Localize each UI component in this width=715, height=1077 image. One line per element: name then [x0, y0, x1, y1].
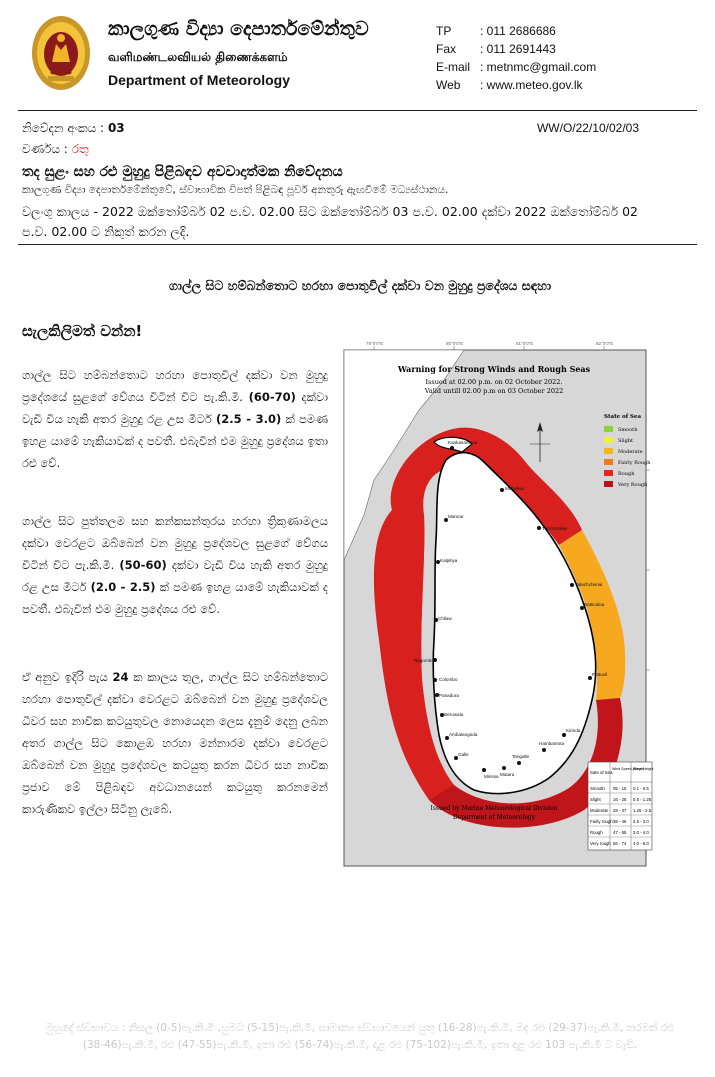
notice-number	[22, 121, 125, 136]
legend-label: Fairly Rough	[618, 460, 651, 466]
contact-key: Web	[436, 78, 461, 92]
lon-label: 81°0'0"E	[516, 341, 534, 346]
header-divider	[18, 110, 697, 111]
notice-validity: වලංගු කාලය - 2022 ඔක්තෝම්බර් 02 ප.ව. 02.00 සිට ඔක්තෝම්බර් 03 ප.ව. 02.00 දක්වා 2022 ඔක්තෝම්බර් 02 ප.ව. 02.00 ට නිකුත් කරන ලදි.	[22, 204, 638, 239]
table-cell: Moderate	[590, 808, 609, 813]
place-label: Colombo	[439, 677, 458, 682]
place-label: Negombo	[414, 658, 434, 663]
table-header: Wave Height	[633, 767, 654, 771]
p3-hours: 24	[112, 670, 129, 684]
legend-label: Slight	[618, 438, 634, 444]
table-header: Sate of Sea	[590, 770, 613, 775]
place-label: Pottuvil	[592, 672, 608, 677]
place-label: Ambalangoda	[449, 732, 478, 737]
table-cell: Very rough	[590, 841, 611, 846]
contact-row-web	[436, 76, 596, 94]
place-label: Batticaloa	[584, 602, 605, 607]
place-label: Chilaw	[438, 616, 452, 621]
sea-state-footnote: මුහුදේ ස්වභාවය : නිසල (0-5)පැ.කි.මී ,සුමට (5-15)පැ.කි.මී, සාමාන්‍ය ස්වභාවයෙන් යුතු (16-28)පැ.කි.මී, මද රළු (29-37)පැ.කි.මී, තරමක් රළු (38-46)පැ.කි.මී, රළු (47-55)පැ.කි.මී, ඉතා රළු (56-74)පැ.කි.මී, දළ රළු (75-102)පැ.කි.මී, ඉතා දළ රළු 103 පැ.කි.මී ට වැඩි.	[45, 1022, 675, 1051]
lon-label: 82°0'0"E	[596, 341, 614, 346]
table-cell: 2.5 - 3.0	[633, 819, 649, 824]
contact-key: E-mail	[436, 60, 471, 74]
place-label: Galle	[458, 752, 469, 757]
place-label: Kankasanturai	[448, 440, 478, 445]
place-label: Mannar	[448, 514, 464, 519]
p1-wave-height: (2.5 - 3.0)	[216, 412, 282, 426]
place-label: Kirinda	[566, 728, 581, 733]
place-label: Mullaitivu	[505, 486, 525, 491]
notice-reference: WW/O/22/10/02/03	[536, 121, 639, 135]
legend-swatch	[604, 459, 613, 465]
department-name-tamil: வளிமண்டலவியல் திணைக்களம்	[108, 50, 288, 64]
alert-heading: සැලකිලිමත් වන්න!	[22, 322, 143, 340]
legend-title: State of Sea	[604, 414, 642, 420]
contact-value[interactable]: : 011 2686686	[480, 24, 556, 38]
place-label: Valachchenai	[575, 582, 603, 587]
contact-value[interactable]: : www.meteo.gov.lk	[480, 78, 583, 92]
body-divider	[18, 244, 697, 245]
table-cell: 47 - 55	[613, 830, 627, 835]
p2-wave-height: (2.0 - 2.5)	[90, 580, 156, 594]
place-label: Hambantota	[539, 741, 565, 746]
notice-subtitle: කාලගුණ විද්‍යා දෙපාර්තමේන්තුවේ, ස්වාභාවික විපත් පිළිබඳ පූර්ව අනතුරු ඇඟවීමේ මධ්‍යස්ථානය.	[22, 184, 449, 196]
notice-number-label: නිවේදන අංකය :	[22, 121, 105, 135]
table-cell: Smooth	[590, 786, 605, 791]
contact-key: Fax	[436, 42, 457, 56]
contact-key: TP	[436, 24, 452, 38]
paragraph-2	[22, 510, 328, 620]
table-cell: Rough	[590, 830, 603, 835]
legend-label: Very Rough	[618, 482, 648, 488]
place-label: Panadura	[439, 693, 459, 698]
p1-wind-speed: (60-70)	[248, 390, 296, 404]
table-cell: Fairly rough	[590, 819, 613, 824]
department-name-english: Department of Meteorology	[108, 72, 291, 88]
contact-row-fax	[436, 40, 596, 58]
p2-text-a: ගාල්ල සිට පුත්තලම සහ කන්කසන්තුරය හරහා ත්‍රිකුණාමලය දක්වා වෙරළට ඔබ්බෙන් වන මුහුදු ප්‍රදේශවල සුළගේ වේගය විටින් විට පැ.කි.මී.	[22, 514, 328, 572]
legend-label: Rough	[618, 471, 635, 477]
table-header: Wind Speed (Kmph)	[612, 767, 645, 771]
table-cell: 16 - 28	[613, 797, 627, 802]
notice-title: තද සුළං සහ රළු මුහුදු පිළිබඳව අවවාදාත්මක නිවේදනය	[22, 164, 343, 180]
p2-wind-speed: (50-60)	[119, 558, 167, 572]
map-issued-by-dept: Deparment of Meteorology	[452, 814, 536, 821]
table-cell: 4.0 - 6.0	[633, 841, 649, 846]
contact-row-email	[436, 58, 596, 76]
government-emblem-icon	[30, 14, 92, 92]
place-label: Beruwala	[444, 712, 464, 717]
table-cell: 05 - 15	[613, 786, 627, 791]
legend-swatch	[604, 437, 613, 443]
table-cell: 0.1 - 0.5	[633, 786, 649, 791]
legend-swatch	[604, 481, 613, 487]
map-issued-by: Issued by Marine Meteorological Division	[430, 805, 558, 812]
table-cell: 56 - 74	[613, 841, 627, 846]
table-cell: 38 - 46	[613, 819, 627, 824]
paragraph-1	[22, 364, 328, 474]
paragraph-3	[22, 666, 328, 820]
notice-category-value: රතු	[71, 142, 89, 156]
notice-category-label: වර්ණය :	[22, 142, 68, 156]
legend-label: Smooth	[618, 427, 638, 433]
area-heading: ගාල්ල සිට හම්බන්තොට හරහා පොතුවිල් දක්වා වන මුහුදු ප්‍රදේශය සඳහා	[168, 278, 552, 293]
warning-map	[334, 340, 654, 874]
legend-swatch	[604, 448, 613, 454]
notice-category	[22, 142, 89, 157]
place-label: Matara	[500, 772, 515, 777]
p3-text-c: ක කාලය තුල, ගාල්ල සිට හම්බන්තොට හරහා පොතුවිල් දක්වා වෙරළට ඔබ්බෙන් වන මුහුදු ප්‍රදේශවල ධීවර සහ නාවික කටයුතුවල නොයෙදන ලෙස දැනුම් දෙනු ලබන අතර ගාල්ල සිට කොළඹ හරහා මන්නාරම දක්වා වෙරළට ඔබ්බෙන් වන මුහුදු ප්‍රදේශවල කටයුතු කරන ධීවර සහ නාවික ප්‍රජාව මේ පිළිබඳව අවධානයෙන් කටයුතු කරනමෙන් කාරුණිකව ඉල්ලා සිටිනු ලැබේ.	[22, 670, 329, 816]
table-cell: 0.5 - 1.25	[633, 797, 652, 802]
contact-block	[436, 22, 596, 94]
map-issued: Issued at 02.00 p.m. on 02 October 2022.	[425, 378, 563, 386]
legend-label: Moderate	[618, 449, 643, 455]
place-label: Kalpitiya	[440, 558, 458, 563]
p1-text-c: දක්වා වැඩි විය හැකි අතර මුහුදු රළ උස මීටර්	[22, 390, 328, 426]
sea-state-table	[588, 762, 654, 850]
table-cell: 29 - 37	[613, 808, 627, 813]
contact-row-phone	[436, 22, 596, 40]
notice-number-value: 03	[107, 121, 125, 135]
table-cell: Slight	[590, 797, 601, 802]
contact-value: : 011 2691443	[480, 42, 556, 56]
p1-text-e: ක් පමණ ඉහළ යාමේ හැකියාවක් ද පවතී. එබැවින් එම මුහුදු ප්‍රදේශය ඉතා රළු වේ.	[22, 412, 328, 470]
p2-text-e: ක් පමණ ඉහළ යාමේ හැකියාවක් ද පවතී. එබැවින් එම මුහුදු ප්‍රදේශය රළු වේ.	[22, 580, 328, 616]
department-name-sinhala: කාලගුණ විද්‍යා දෙපාර්තමේන්තුව	[108, 18, 369, 40]
place-label: Mirissa	[484, 774, 499, 779]
p3-text-a: ඒ අනුව ඉදිරි පැය	[22, 670, 108, 684]
contact-value[interactable]: : metnmc@gmail.com	[480, 60, 597, 74]
map-valid: Valid untill 02.00 p.m on 03 October 2022	[424, 387, 564, 395]
lon-label: 79°0'0"E	[366, 341, 384, 346]
table-cell: 1.25 - 2.5	[633, 808, 652, 813]
map-title: Warning for Strong Winds and Rough Seas	[397, 364, 591, 374]
place-label: Trincomalee	[542, 526, 568, 531]
table-cell: 3.0 - 4.0	[633, 830, 649, 835]
lon-label: 80°0'0"E	[446, 341, 464, 346]
legend-swatch	[604, 470, 613, 476]
legend-swatch	[604, 426, 613, 432]
p1-text-a: ගාල්ල සිට හම්බන්තොට හරහා පොතුවිල් දක්වා වන මුහුදු ප්‍රදේශයේ සුළගේ වේගය විටින් විට පැ.කි.මී.	[22, 368, 328, 404]
place-label: Tangalle	[512, 754, 530, 759]
p2-text-c: දක්වා වැඩි විය හැකි අතර මුහුදු රළ උස මීටර්	[22, 558, 329, 594]
